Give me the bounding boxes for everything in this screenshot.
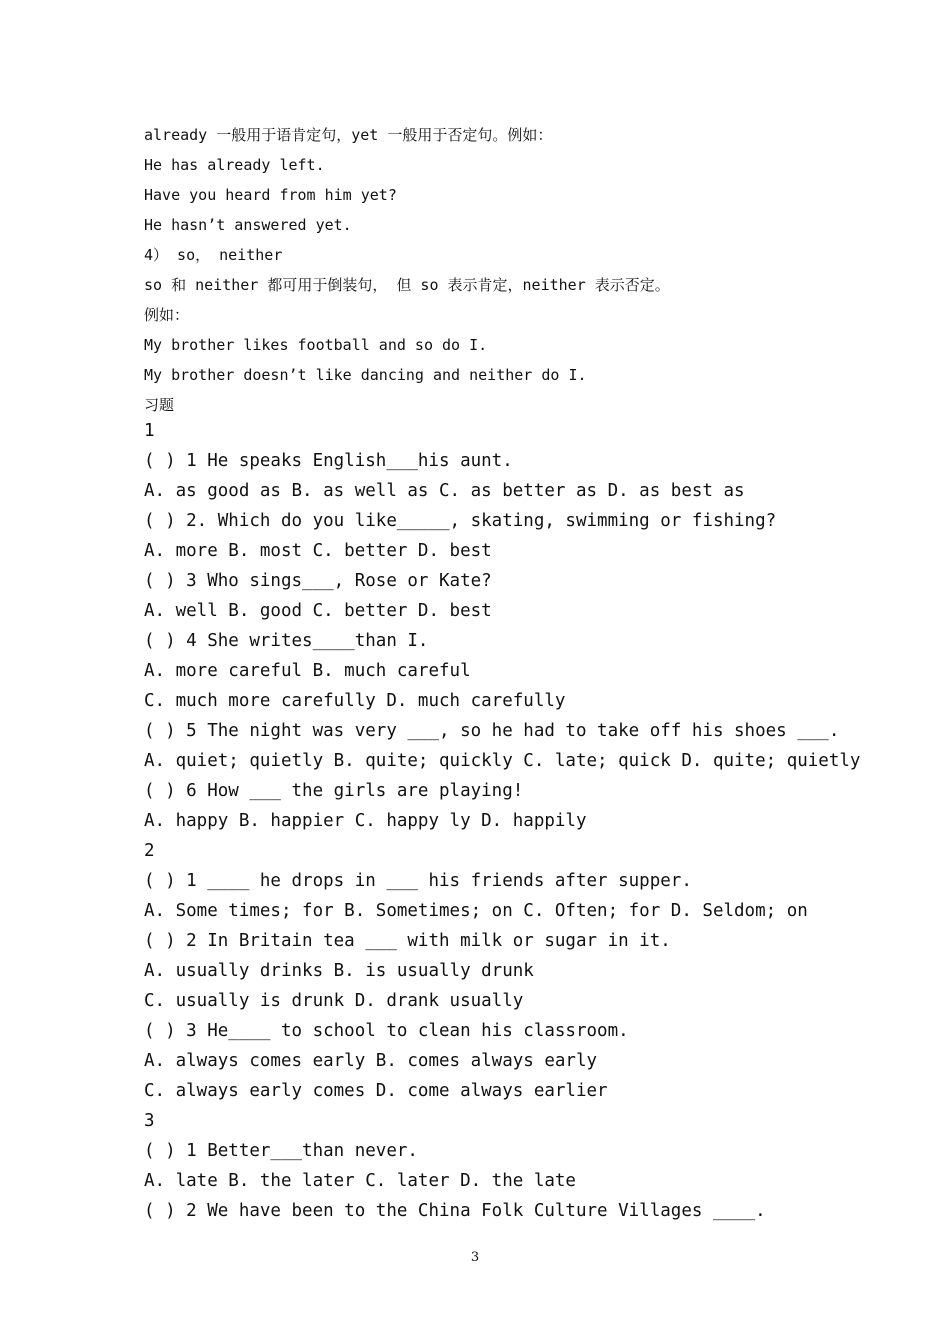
exercise-group-number: 2 bbox=[144, 841, 155, 861]
exercise-options: A. more careful B. much careful bbox=[144, 661, 471, 681]
exercise-question: ( ) 2. Which do you like_____, skating, swimming or fishing? bbox=[144, 511, 777, 531]
intro-line: 例如： bbox=[144, 306, 190, 324]
exercise-options: A. as good as B. as well as C. as better as D. as best as bbox=[144, 481, 745, 501]
exercise-question: ( ) 3 He____ to school to clean his classroom. bbox=[144, 1021, 629, 1041]
intro-line: He has already left. bbox=[144, 156, 325, 174]
exercise-question: ( ) 3 Who sings___, Rose or Kate? bbox=[144, 571, 492, 591]
page-number: 3 bbox=[470, 1250, 480, 1265]
exercise-question: ( ) 2 In Britain tea ___ with milk or sugar in it. bbox=[144, 931, 671, 951]
intro-line: already 一般用于语肯定句，yet 一般用于否定句。例如： bbox=[144, 126, 553, 144]
exercise-group-number: 1 bbox=[144, 421, 155, 441]
intro-line: Have you heard from him yet? bbox=[144, 186, 397, 204]
exercise-question: ( ) 1 He speaks English___his aunt. bbox=[144, 451, 513, 471]
exercise-options: A. well B. good C. better D. best bbox=[144, 601, 492, 621]
exercise-options: A. happy B. happier C. happy ly D. happily bbox=[144, 811, 587, 831]
exercise-options: A. late B. the later C. later D. the late bbox=[144, 1171, 576, 1191]
intro-line: My brother likes football and so do I. bbox=[144, 336, 488, 354]
exercise-options: A. Some times; for B. Sometimes; on C. Often; for D. Seldom; on bbox=[144, 901, 808, 921]
section-heading: 习题 bbox=[144, 396, 175, 414]
exercise-question: ( ) 4 She writes____than I. bbox=[144, 631, 429, 651]
exercise-options: C. much more carefully D. much carefully bbox=[144, 691, 566, 711]
exercise-options: A. usually drinks B. is usually drunk bbox=[144, 961, 534, 981]
exercise-options: A. always comes early B. comes always early bbox=[144, 1051, 598, 1071]
exercise-options: A. more B. most C. better D. best bbox=[144, 541, 492, 561]
exercise-options: C. always early comes D. come always earlier bbox=[144, 1081, 608, 1101]
exercise-question: ( ) 2 We have been to the China Folk Culture Villages ____. bbox=[144, 1201, 766, 1221]
exercise-options: C. usually is drunk D. drank usually bbox=[144, 991, 524, 1011]
exercise-options: A. quiet; quietly B. quite; quickly C. late; quick D. quite; quietly bbox=[144, 751, 861, 771]
exercise-question: ( ) 6 How ___ the girls are playing! bbox=[144, 781, 524, 801]
intro-line: My brother doesn’t like dancing and neither do I. bbox=[144, 366, 587, 384]
intro-line: 4） so， neither bbox=[144, 246, 283, 264]
exercise-question: ( ) 5 The night was very ___, so he had to take off his shoes ___. bbox=[144, 721, 840, 741]
intro-line: so 和 neither 都可用于倒装句， 但 so 表示肯定，neither 表示否定。 bbox=[144, 276, 670, 294]
exercise-group-number: 3 bbox=[144, 1111, 155, 1131]
exercise-question: ( ) 1 Better___than never. bbox=[144, 1141, 418, 1161]
exercise-question: ( ) 1 ____ he drops in ___ his friends after supper. bbox=[144, 871, 692, 891]
intro-line: He hasn’t answered yet. bbox=[144, 216, 352, 234]
